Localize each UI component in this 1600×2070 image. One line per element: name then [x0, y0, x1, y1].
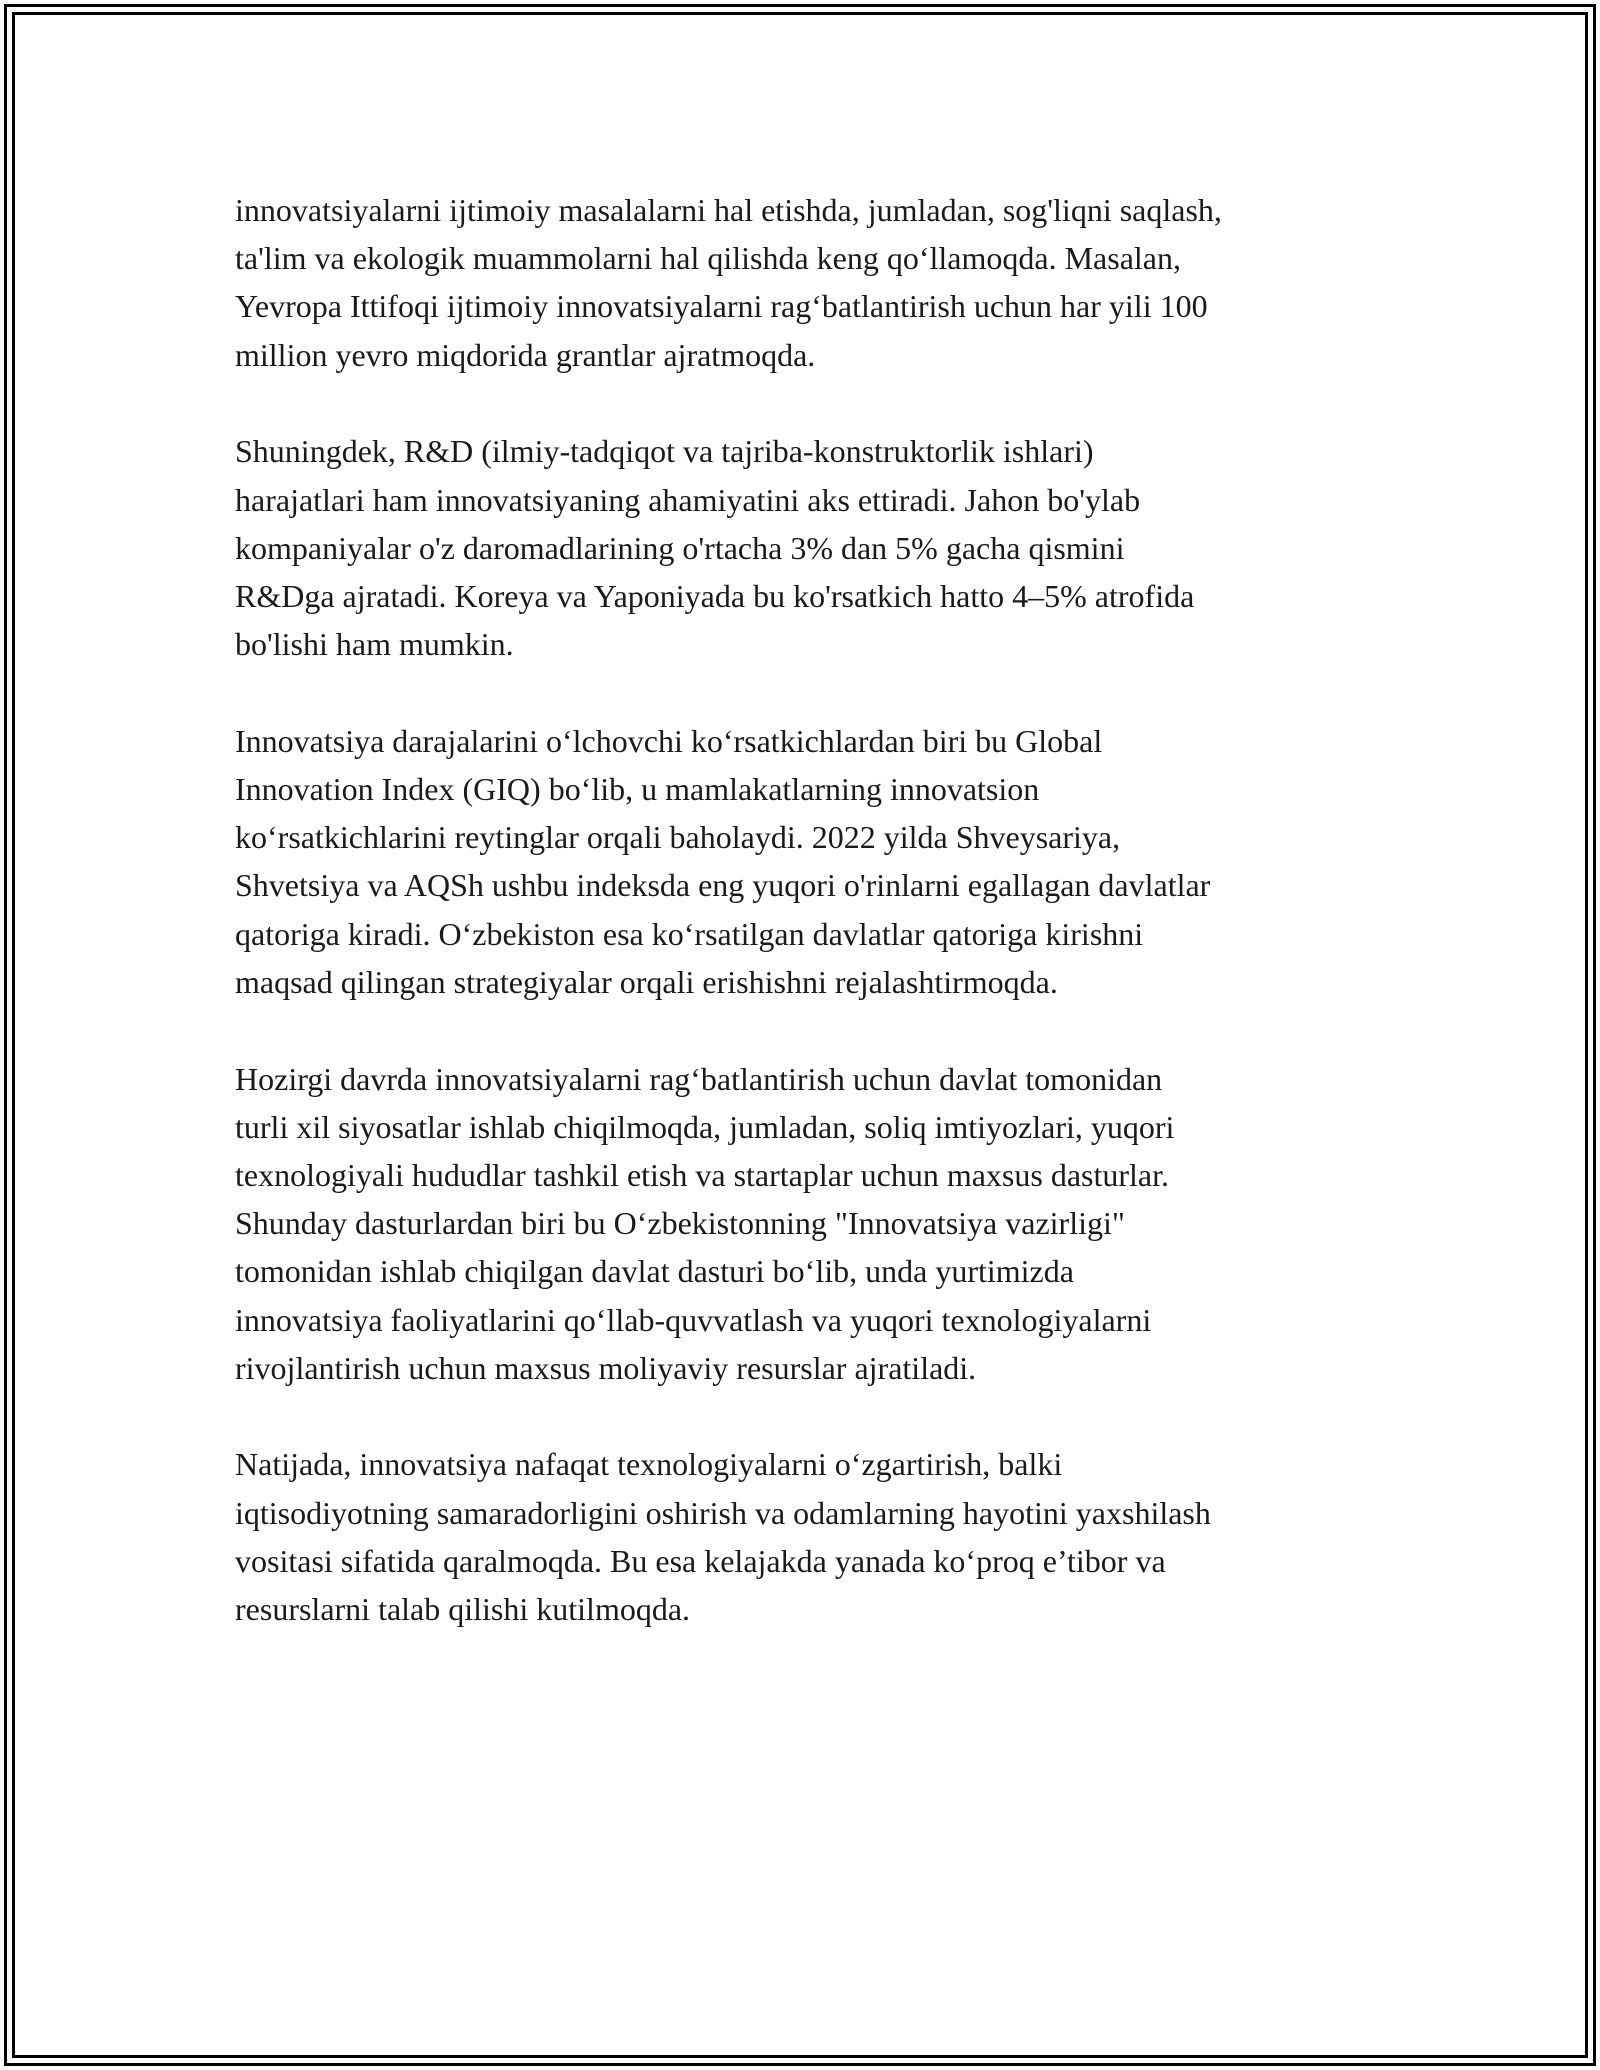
paragraph-rnd-spending: Shuningdek, R&D (ilmiy-tadqiqot va tajriba-konstruktorlik ishlari) harajatlari ham innovatsiyaning ahamiyatini aks ettiradi. Jahon bo'ylab kompaniyalar o'z daromadlarining o'rtacha 3% dan 5% gacha qismini R&Dga ajratadi. Koreya va Yaponiyada bu ko'rsatkich hatto 4–5% atrofida bo'lishi ham mumkin.	[235, 433, 1195, 663]
document-body	[235, 186, 1415, 1682]
paragraph-social-innovation: innovatsiyalarni ijtimoiy masalalarni hal etishda, jumladan, sog'liqni saqlash, ta'lim va ekologik muammolarni hal qilishda keng qo‘llamoqda. Masalan, Yevropa Ittifoqi ijtimoiy innovatsiyalarni rag‘batlantirish uchun har yili 100 million yevro miqdorida grantlar ajratmoqda.	[235, 192, 1222, 373]
paragraph-conclusion: Natijada, innovatsiya nafaqat texnologiyalarni o‘zgartirish, balki iqtisodiyotning samaradorligini oshirish va odamlarning hayotini yaxshilash vositasi sifatida qaralmoqda. Bu esa kelajakda yanada ko‘proq e’tibor va resurslarni talab qilishi kutilmoqda.	[235, 1446, 1211, 1628]
paragraph-state-policies: Hozirgi davrda innovatsiyalarni rag‘batlantirish uchun davlat tomonidan turli xil siyosatlar ishlab chiqilmoqda, jumladan, soliq imtiyozlari, yuqori texnologiyali hududlar tashkil etish va startaplar uchun maxsus dasturlar. Shunday dasturlardan biri bu O‘zbekistonning "Innovatsiya vazirligi" tomonidan ishlab chiqilgan davlat dasturi bo‘lib, unda yurtimizda innovatsiya faoliyatlarini qo‘llab-quvvatlash va yuqori texnologiyalarni rivojlantirish uchun maxsus moliyaviy resurslar ajratiladi.	[235, 1060, 1175, 1386]
paragraph-global-innovation-index: Innovatsiya darajalarini o‘lchovchi ko‘rsatkichlardan biri bu Global Innovation Index (GIQ) bo‘lib, u mamlakatlarning innovatsion ko‘rsatkichlarini reytinglar orqali baholaydi. 2022 yilda Shveysariya, Shvetsiya va AQSh ushbu indeksda eng yuqori o'rinlarni egallagan davlatlar qatoriga kiradi. O‘zbekiston esa ko‘rsatilgan davlatlar qatoriga kirishni maqsad qilingan strategiyalar orqali erishishni rejalashtirmoqda.	[235, 722, 1211, 1000]
